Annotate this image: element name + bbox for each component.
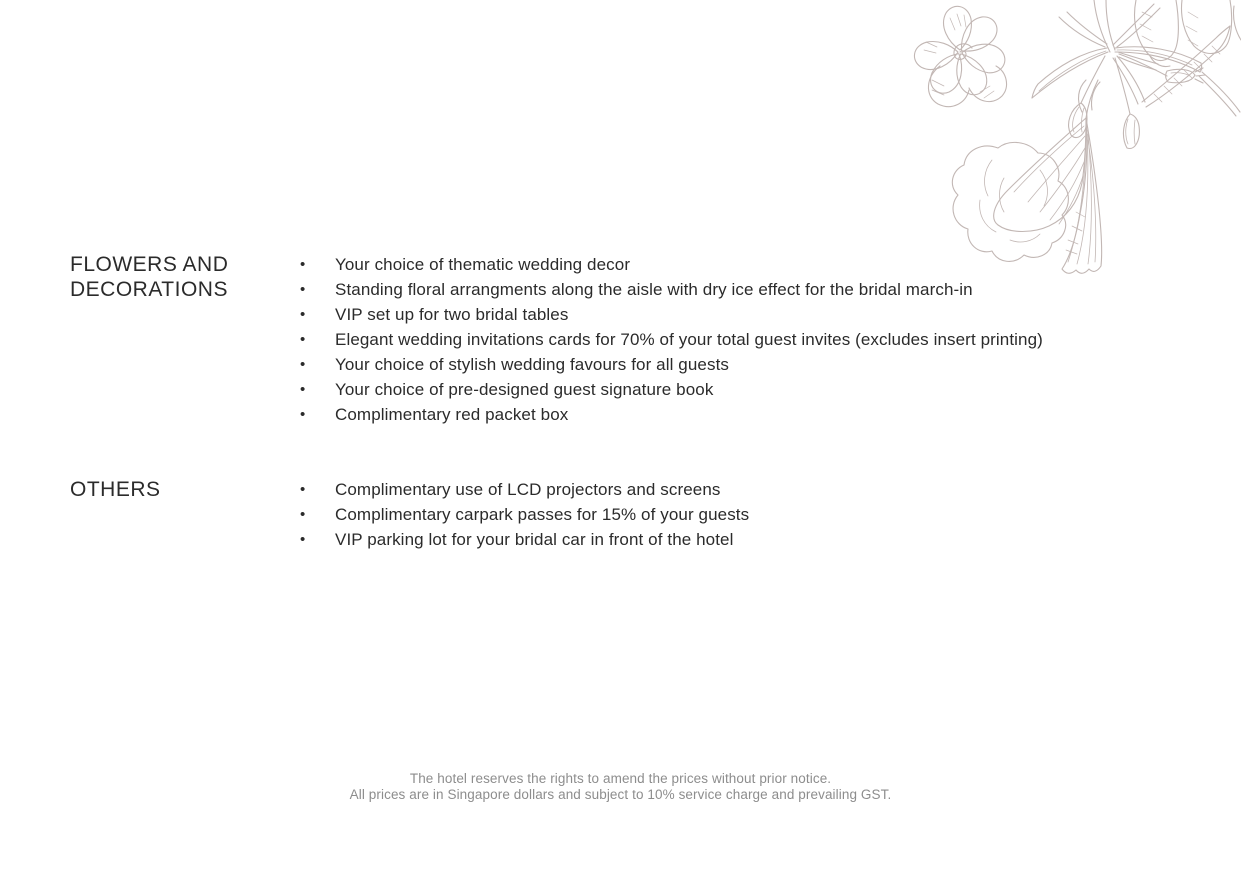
list-item: [300, 377, 1190, 402]
list-item: [300, 402, 1190, 427]
bullet-icon: •: [300, 506, 306, 523]
bullet-icon: •: [300, 531, 306, 548]
bullet-icon: •: [300, 406, 306, 423]
section-others: [70, 477, 1190, 552]
list-item: [300, 352, 1190, 377]
peony-bloom-icon: [914, 6, 1009, 106]
list-item-text: VIP set up for two bridal tables: [335, 305, 569, 324]
section-heading-flowers-and-decorations: FLOWERS AND DECORATIONS: [70, 253, 229, 301]
flowers-bullet-list: [300, 252, 1190, 427]
bullet-icon: •: [300, 481, 306, 498]
bullet-icon: •: [300, 381, 306, 398]
bullet-icon: •: [300, 281, 306, 298]
footer-line-1: The hotel reserves the rights to amend the prices without prior notice.: [409, 771, 832, 786]
list-item-text: Standing floral arrangments along the aisle with dry ice effect for the bridal march-in: [335, 280, 973, 299]
floral-sketch-icon: [896, 0, 1241, 292]
bullet-icon: •: [300, 306, 306, 323]
list-item-text: Elegant wedding invitations cards for 70% of your total guest invites (excludes insert printing): [335, 330, 1043, 349]
fan-blossom-icon: [952, 80, 1101, 273]
footer-disclaimer: [0, 771, 1241, 803]
bullet-icon: •: [300, 331, 306, 348]
list-item-text: Complimentary use of LCD projectors and screens: [335, 480, 721, 499]
list-item: [300, 527, 1190, 552]
list-item: [300, 502, 1190, 527]
list-item-text: Your choice of stylish wedding favours for all guests: [335, 355, 729, 374]
list-item-text: Complimentary carpark passes for 15% of your guests: [335, 505, 750, 524]
list-item-text: Complimentary red packet box: [335, 405, 569, 424]
list-item-text: VIP parking lot for your bridal car in front of the hotel: [335, 530, 734, 549]
section-heading-others: OTHERS: [70, 478, 161, 501]
list-item-text: Your choice of thematic wedding decor: [335, 255, 631, 274]
list-item: [300, 277, 1190, 302]
list-item: [300, 477, 1190, 502]
bullet-icon: •: [300, 256, 306, 273]
footer-line-2: All prices are in Singapore dollars and subject to 10% service charge and prevailing GST.: [349, 787, 892, 802]
bullet-icon: •: [300, 356, 306, 373]
list-item: [300, 327, 1190, 352]
others-bullet-list: [300, 477, 1190, 552]
section-flowers-and-decorations: [70, 252, 1190, 427]
list-item-text: Your choice of pre-designed guest signature book: [335, 380, 714, 399]
list-item: [300, 302, 1190, 327]
list-item: [300, 252, 1190, 277]
